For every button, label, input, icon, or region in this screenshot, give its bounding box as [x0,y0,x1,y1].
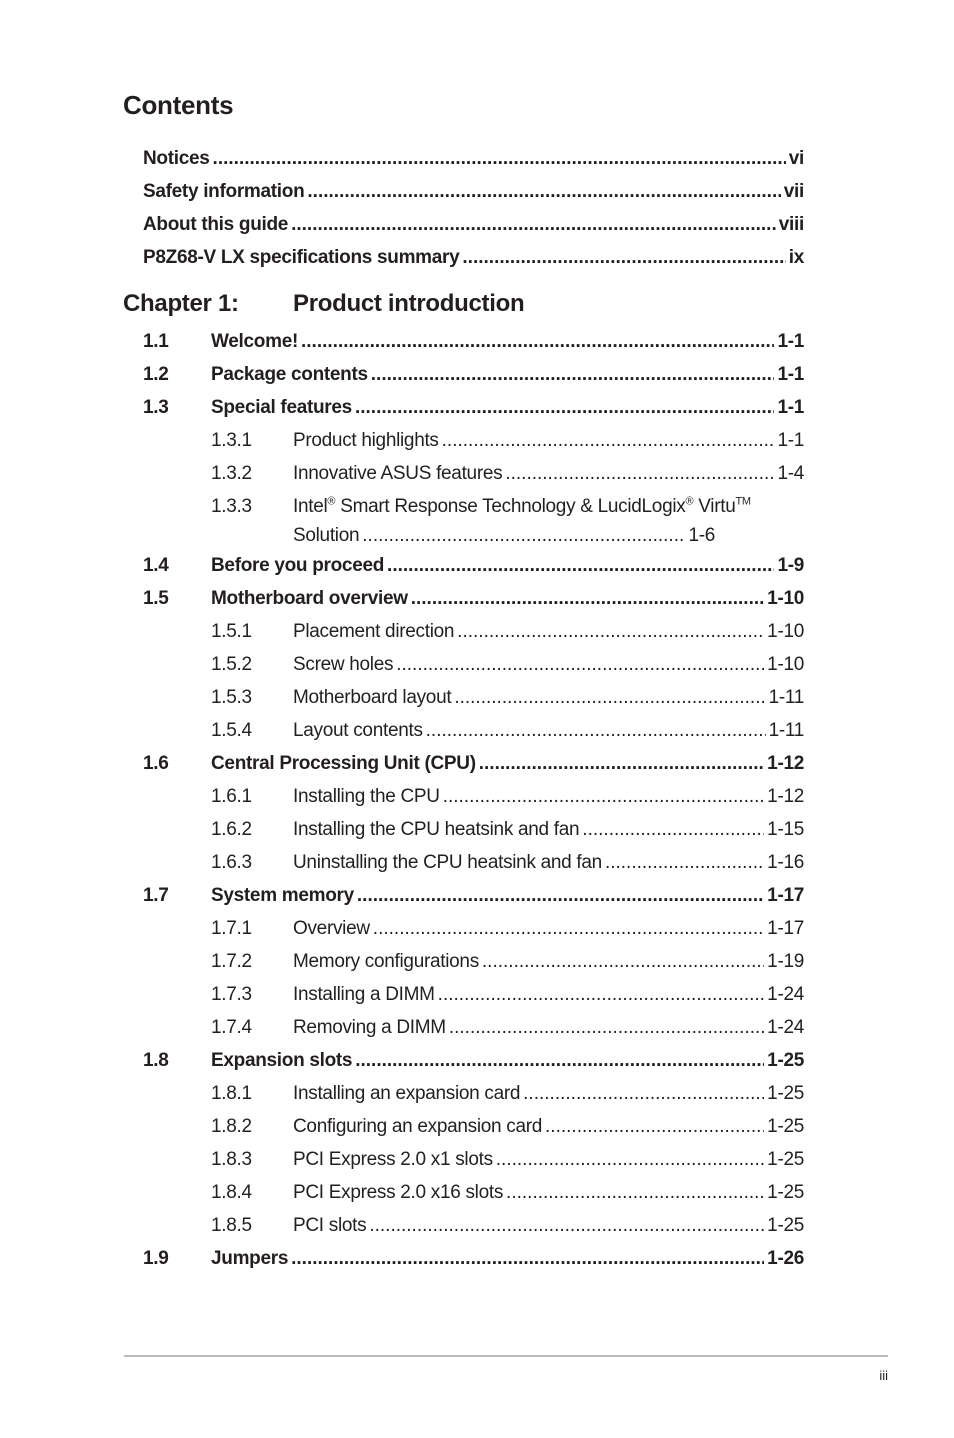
dot-leader [373,912,764,945]
chapter-toc-list [143,325,804,1275]
toc-entry-title: Installing the CPU heatsink and fan [293,819,580,840]
toc-entry[interactable] [143,1044,804,1077]
toc-entry[interactable] [143,325,804,358]
toc-entry-title: Motherboard layout [293,687,452,708]
toc-entry-number: 1.6.2 [211,819,252,840]
dot-leader [213,142,786,175]
toc-entry-page: 1-25 [767,1116,804,1137]
toc-subentry[interactable] [143,1011,804,1044]
toc-entry-number: 1.8 [143,1050,169,1071]
toc-entry-page: 1-16 [767,852,804,873]
toc-subentry[interactable] [143,1110,804,1143]
toc-subentry[interactable] [143,615,804,648]
toc-entry-number: 1.8.4 [211,1182,252,1203]
dot-leader [605,846,764,879]
toc-subentry[interactable] [143,780,804,813]
toc-entry-title: Before you proceed [211,555,385,576]
toc-entry[interactable] [143,549,804,582]
toc-entry-title: Expansion slots [211,1050,353,1071]
toc-entry-title: Special features [211,397,352,418]
chapter-heading [123,290,524,318]
toc-entry-page: 1-25 [767,1182,804,1203]
toc-entry-title: Motherboard overview [211,588,408,609]
toc-entry-title: Layout contents [293,720,423,741]
toc-entry-specifications-summary[interactable] [143,241,804,274]
toc-entry-page: vi [788,148,804,169]
toc-entry-page: 1-17 [767,885,804,906]
toc-entry-title: Uninstalling the CPU heatsink and fan [293,852,602,873]
toc-entry-page: 1-26 [767,1248,804,1269]
dot-leader [301,325,774,358]
toc-entry-page: 1-11 [768,720,804,741]
toc-entry-page: 1-25 [767,1050,804,1071]
toc-entry-page: 1-24 [767,984,804,1005]
dot-leader [355,391,774,424]
toc-entry-title: Installing a DIMM [293,984,435,1005]
dot-leader [457,615,764,648]
toc-subentry[interactable] [143,978,804,1011]
toc-entry-title: Overview [293,918,370,939]
dot-leader [523,1077,764,1110]
toc-subentry[interactable] [143,813,804,846]
toc-entry-page: 1-12 [767,786,804,807]
toc-entry-page: 1-9 [777,555,804,576]
toc-entry-title: PCI Express 2.0 x1 slots [293,1149,493,1170]
toc-entry-number: 1.5.4 [211,720,252,741]
toc-entry-title: Jumpers [211,1248,289,1269]
toc-entry-number: 1.8.5 [211,1215,252,1236]
dot-leader [371,358,775,391]
dot-leader [357,879,764,912]
front-matter-list [143,142,804,274]
toc-entry-page: 1-12 [767,753,804,774]
toc-entry-page: 1-11 [768,687,804,708]
dot-leader [396,648,764,681]
toc-entry[interactable] [143,391,804,424]
toc-entry-page: 1-25 [767,1083,804,1104]
toc-subentry[interactable] [143,1077,804,1110]
toc-entry-title: Installing the CPU [293,786,440,807]
toc-entry-title: About this guide [143,214,289,235]
toc-subentry[interactable] [143,1143,804,1176]
toc-entry-page: 1-1 [777,430,804,451]
page-title: Contents [123,90,234,120]
toc-entry-number: 1.9 [143,1248,169,1269]
toc-entry-page: 1-1 [777,364,804,385]
dot-leader [582,813,764,846]
toc-entry-title: Installing an expansion card [293,1083,521,1104]
toc-entry-title: Removing a DIMM [293,1017,446,1038]
toc-entry-number: 1.3 [143,397,169,418]
toc-entry-page: 1-10 [767,588,804,609]
toc-entry-title: Configuring an expansion card [293,1116,543,1137]
toc-entry-safety-information[interactable] [143,175,804,208]
toc-entry-title: Welcome! [211,331,298,352]
dot-leader [545,1110,764,1143]
toc-entry-page: 1-25 [767,1215,804,1236]
toc-entry-title-line1: Intel® Smart Response Technology & LucidLogix® Virtu™ [293,495,751,517]
toc-entry-number: 1.7.4 [211,1017,252,1038]
toc-subentry[interactable] [143,912,804,945]
toc-entry[interactable] [143,747,804,780]
toc-entry-number: 1.8.1 [211,1083,252,1104]
toc-entry-number: 1.6.1 [211,786,252,807]
toc-entry-title: Placement direction [293,621,455,642]
toc-entry-title: Central Processing Unit (CPU) [211,753,476,774]
toc-entry-notices[interactable] [143,142,804,175]
toc-entry-title: Innovative ASUS features [293,463,503,484]
dot-leader [438,978,765,1011]
toc-entry-number: 1.5.2 [211,654,252,675]
toc-entry-number: 1.3.1 [211,430,252,451]
toc-entry-title: P8Z68-V LX specifications summary [143,247,460,268]
dot-leader [291,1242,764,1275]
toc-entry-number: 1.7 [143,885,169,906]
registered-mark: ® [685,495,694,508]
dot-leader [496,1143,764,1176]
toc-entry-page: 1-10 [767,621,804,642]
dot-leader [482,945,764,978]
dot-leader [479,747,764,780]
toc-entry-number: 1.6 [143,753,169,774]
toc-entry-title-line2: Solution [293,525,360,546]
chapter-number: Chapter 1: [123,290,239,317]
toc-subentry[interactable] [143,424,804,457]
toc-entry-number: 1.7.1 [211,918,252,939]
footer-rule [124,1355,888,1357]
dot-leader [362,523,685,549]
toc-entry-number: 1.7.3 [211,984,252,1005]
toc-entry[interactable] [143,358,804,391]
toc-entry-page: 1-15 [767,819,804,840]
toc-entry-number: 1.2 [143,364,169,385]
toc-entry-title: PCI Express 2.0 x16 slots [293,1182,504,1203]
toc-subentry[interactable] [143,1176,804,1209]
toc-entry-page: 1-24 [767,1017,804,1038]
toc-entry[interactable] [143,582,804,615]
toc-entry-page: 1-10 [767,654,804,675]
toc-entry-number: 1.5.1 [211,621,252,642]
dot-leader [506,1176,764,1209]
dot-leader [443,780,764,813]
toc-entry-page: 1-6 [688,525,715,546]
toc-entry-page: 1-4 [777,463,804,484]
toc-entry-page: 1-17 [767,918,804,939]
trademark-mark: TM [735,495,751,508]
toc-entry-number: 1.3.3 [211,496,252,517]
toc-entry-page: 1-19 [767,951,804,972]
toc-entry-title: Safety information [143,181,305,202]
toc-entry-page: 1-1 [777,331,804,352]
toc-entry-title: Memory configurations [293,951,479,972]
toc-entry[interactable] [143,879,804,912]
toc-entry-about-this-guide[interactable] [143,208,804,241]
dot-leader [387,549,774,582]
toc-entry-number: 1.8.2 [211,1116,252,1137]
toc-entry-number: 1.1 [143,331,169,352]
registered-mark: ® [327,495,336,508]
toc-subentry[interactable] [143,945,804,978]
toc-entry-number: 1.6.3 [211,852,252,873]
toc-entry-number: 1.3.2 [211,463,252,484]
toc-entry-number: 1.4 [143,555,169,576]
toc-subentry[interactable] [143,1209,804,1242]
toc-entry-number: 1.5.3 [211,687,252,708]
dot-leader [505,457,774,490]
toc-subentry[interactable] [143,714,804,747]
toc-entry-page: vii [783,181,804,202]
toc-subentry[interactable] [143,648,804,681]
toc-entry-page: ix [788,247,804,268]
dot-leader [411,582,764,615]
dot-leader [449,1011,764,1044]
toc-subentry[interactable] [143,846,804,879]
toc-entry-page: 1-25 [767,1149,804,1170]
toc-entry-title: PCI slots [293,1215,367,1236]
dot-leader [442,424,775,457]
toc-entry-title: Screw holes [293,654,394,675]
toc-entry-number: 1.5 [143,588,169,609]
toc-entry-number: 1.7.2 [211,951,252,972]
toc-entry-page: 1-1 [777,397,804,418]
dot-leader [426,714,766,747]
footer-page-number: iii [879,1368,888,1383]
dot-leader [369,1209,764,1242]
toc-entry-title: Notices [143,148,210,169]
toc-entry[interactable] [143,1242,804,1275]
dot-leader [454,681,765,714]
dot-leader [307,175,780,208]
toc-subentry-multiline[interactable] [143,490,804,549]
dot-leader [291,208,776,241]
chapter-title: Product introduction [293,290,525,317]
toc-entry-title: System memory [211,885,354,906]
toc-subentry[interactable] [143,681,804,714]
toc-entry-title: Product highlights [293,430,439,451]
toc-entry-title: Package contents [211,364,368,385]
dot-leader [462,241,785,274]
dot-leader [355,1044,764,1077]
toc-entry-page: viii [778,214,804,235]
toc-subentry[interactable] [143,457,804,490]
toc-entry-number: 1.8.3 [211,1149,252,1170]
